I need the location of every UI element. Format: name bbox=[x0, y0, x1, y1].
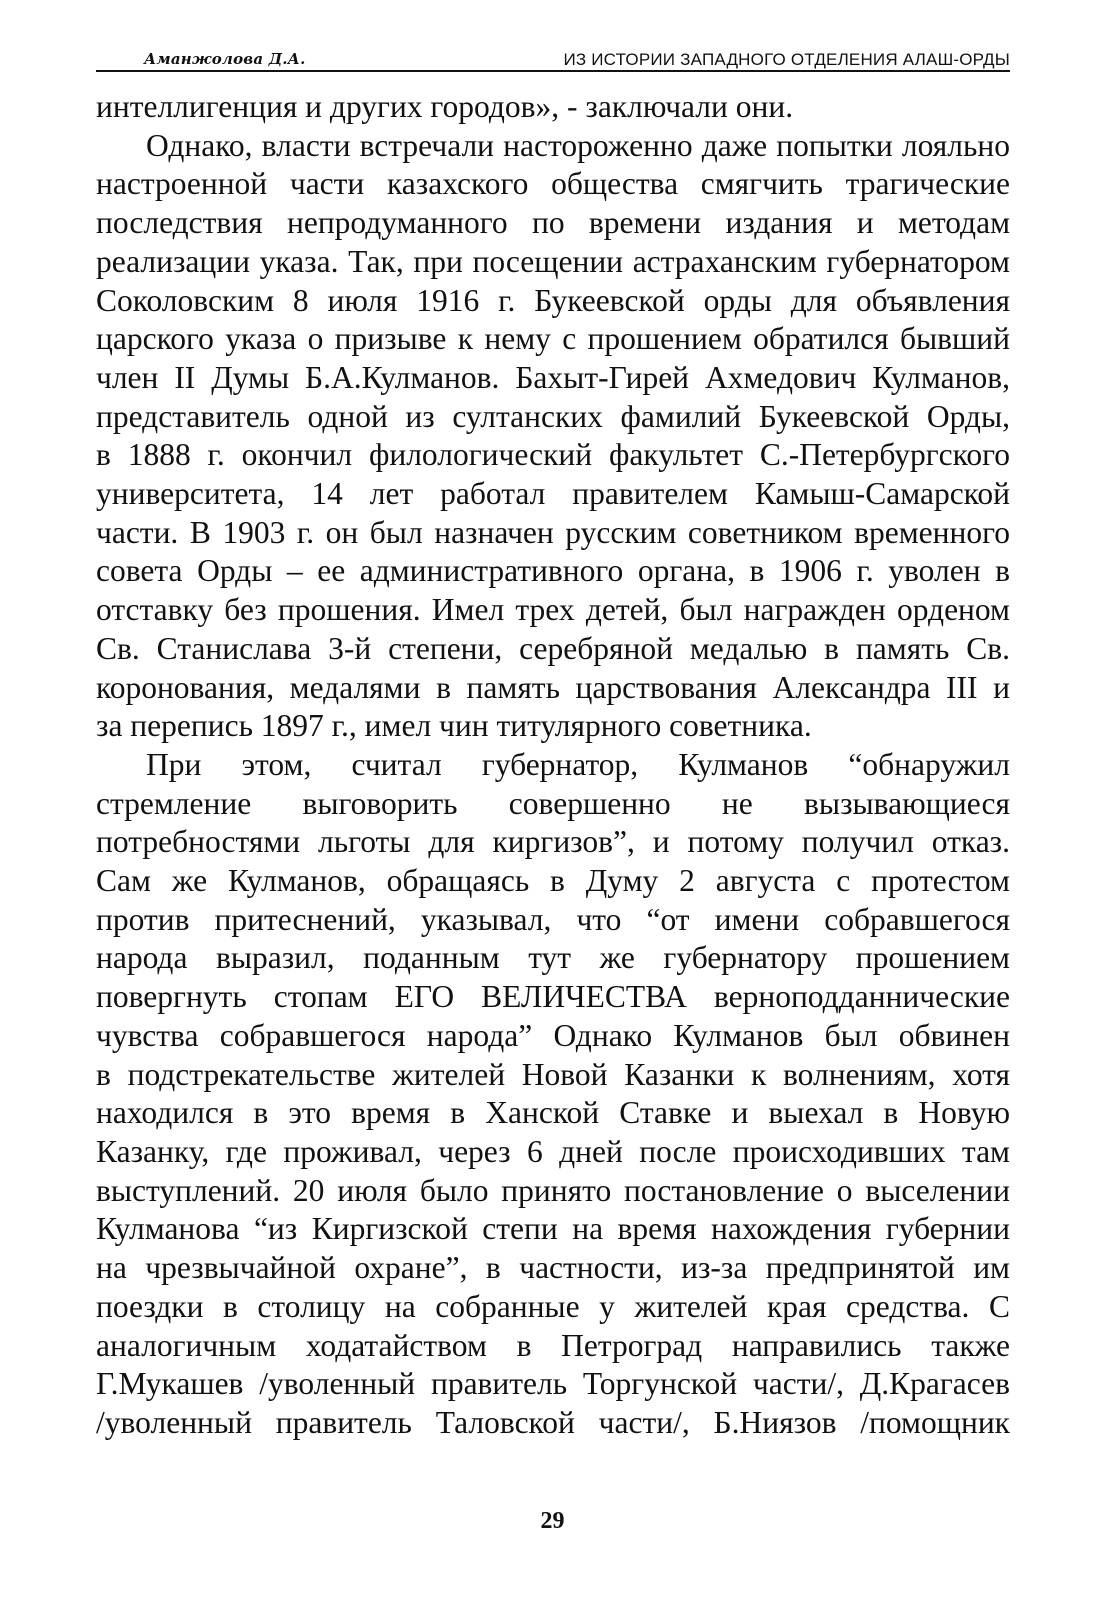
text-line: выступлений. 20 июля было принято постановление о выселении bbox=[96, 1172, 1010, 1208]
text-line: повергнуть стопам ЕГО ВЕЛИЧЕСТВА верноподданнические bbox=[96, 979, 1010, 1015]
text-line: Казанку, где проживал, через 6 дней после происходивших там bbox=[96, 1133, 1010, 1169]
text-line: последствия непродуманного по времени издания и методам bbox=[96, 205, 1010, 241]
text-line: представитель одной из султанских фамилий Букеевской Орды, bbox=[96, 398, 1010, 434]
paragraph bbox=[96, 746, 1010, 1443]
header-author: Аманжолова Д.А. bbox=[144, 50, 306, 68]
text-line: в 1888 г. окончил филологический факультет С.-Петербургского bbox=[96, 437, 1010, 473]
text-line: царского указа о призыве к нему с прошением обратился бывший bbox=[96, 321, 1010, 357]
text-line: университета, 14 лет работал правителем Камыш-Самарской bbox=[96, 476, 1010, 512]
text-line: Кулманова “из Киргизской степи на время нахождения губернии bbox=[96, 1211, 1010, 1247]
text-line: реализации указа. Так, при посещении астраханским губернатором bbox=[96, 243, 1010, 279]
paragraph bbox=[96, 88, 1010, 127]
text-line: части. В 1903 г. он был назначен русским советником временного bbox=[96, 514, 1010, 550]
header-title: ИЗ ИСТОРИИ ЗАПАДНОГО ОТДЕЛЕНИЯ АЛАШ-ОРДЫ bbox=[563, 50, 1010, 69]
text-line: Св. Станислава 3-й степени, серебряной медалью в память Св. bbox=[96, 630, 1010, 666]
text-line: Г.Мукашев /уволенный правитель Торгунской части/, Д.Крагасев bbox=[96, 1366, 1010, 1402]
text-line: член II Думы Б.А.Кулманов. Бахыт-Гирей Ахмедович Кулманов, bbox=[96, 359, 1010, 395]
text-line: против притеснений, указывал, что “от имени собравшегося bbox=[96, 901, 1010, 937]
text-line: /уволенный правитель Таловской части/, Б.Ниязов /помощник bbox=[96, 1404, 1010, 1440]
text-line: народа выразил, поданным тут же губернатору прошением bbox=[96, 940, 1010, 976]
text-line: Однако, власти встречали настороженно даже попытки лояльно bbox=[146, 127, 1010, 163]
page-number: 29 bbox=[540, 1508, 565, 1534]
text-line: на чрезвычайной охране”, в частности, из-за предпринятой им bbox=[96, 1250, 1010, 1286]
text-line: чувства собравшегося народа” Однако Кулманов был обвинен bbox=[96, 1017, 1010, 1053]
text-line: поездки в столицу на собранные у жителей края средства. С bbox=[96, 1288, 1010, 1324]
text-line: потребностями льготы для киргизов”, и потому получил отказ. bbox=[96, 824, 1010, 860]
text-line: настроенной части казахского общества смягчить трагические bbox=[96, 166, 1010, 202]
text-line: отставку без прошения. Имел трех детей, был награжден орденом bbox=[96, 592, 1010, 628]
running-header bbox=[96, 40, 1010, 72]
text-line: совета Орды – ее административного органа, в 1906 г. уволен в bbox=[96, 553, 1010, 589]
text-line: стремление выговорить совершенно не вызывающиеся bbox=[96, 785, 1010, 821]
text-line: При этом, считал губернатор, Кулманов “обнаружил bbox=[146, 746, 1010, 782]
paragraph bbox=[96, 127, 1010, 746]
text-line: коронования, медалями в память царствования Александра III и bbox=[96, 669, 1010, 705]
text-line: Соколовским 8 июля 1916 г. Букеевской орды для объявления bbox=[96, 282, 1010, 318]
text-line: аналогичным ходатайством в Петроград направились также bbox=[96, 1327, 1010, 1363]
text-line: в подстрекательстве жителей Новой Казанки к волнениям, хотя bbox=[96, 1056, 1010, 1092]
text-line: находился в это время в Ханской Ставке и выехал в Новую bbox=[96, 1095, 1010, 1131]
text-line: интеллигенция и других городов», - заключали они. bbox=[96, 89, 794, 124]
text-line: за перепись 1897 г., имел чин титулярного советника. bbox=[96, 708, 812, 744]
body-text bbox=[96, 88, 1010, 1443]
text-line: Сам же Кулманов, обращаясь в Думу 2 августа с протестом bbox=[96, 863, 1010, 899]
